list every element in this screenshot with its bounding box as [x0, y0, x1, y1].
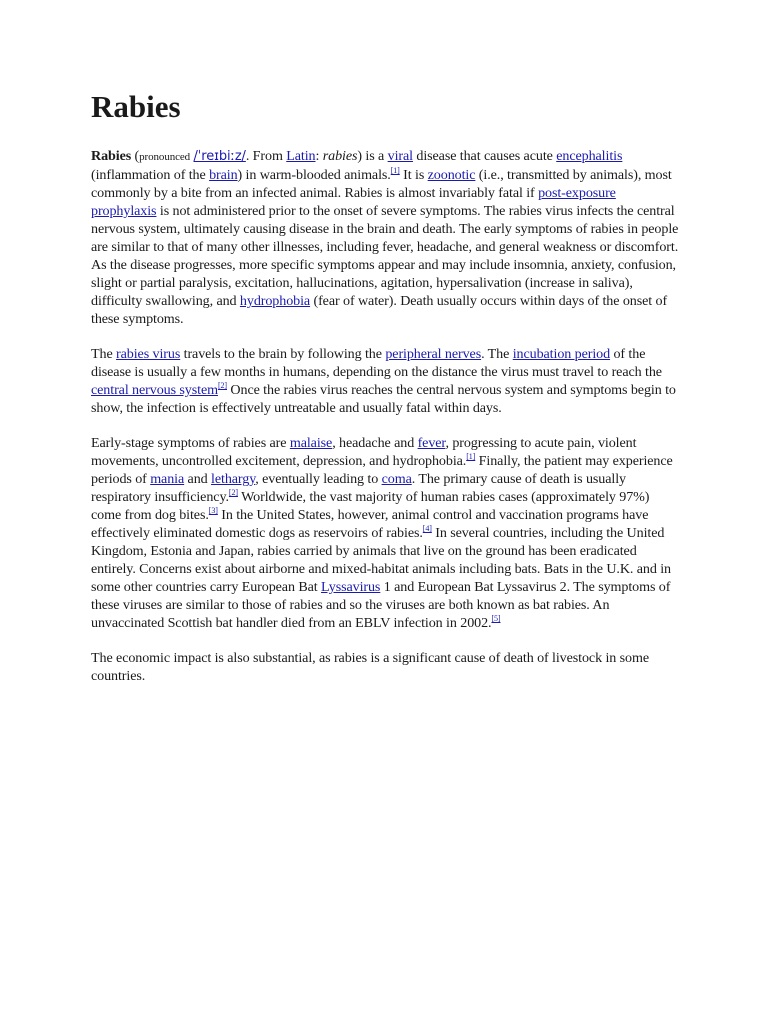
citation-link[interactable]: [1] — [390, 166, 400, 176]
text-run: (fear of water). Death usually occurs within days of the onset of these symptoms. — [91, 293, 668, 328]
text-run: ) is a — [357, 148, 388, 165]
bold-term: Rabies — [91, 148, 132, 165]
text-run: . From — [245, 148, 287, 165]
citation — [209, 506, 218, 515]
inline-link[interactable]: central nervous system — [91, 382, 218, 399]
text-run: , headache and — [332, 435, 418, 452]
text-run: ) in warm-blooded animals. — [237, 167, 391, 184]
inline-link[interactable]: coma — [381, 471, 412, 488]
text-run: (inflammation of the — [91, 167, 210, 184]
inline-link[interactable]: hydrophobia — [239, 293, 311, 310]
inline-link[interactable]: peripheral nerves — [385, 346, 482, 363]
text-run: is not administered prior to the onset of severe symptoms. The rabies virus infects the central nervous system, ultimately causing disease in the brain and death. The early symptoms of rabies in people are similar to that of many other illnesses, including fever, headache, and general weakness or discomfort. As the disease progresses, more specific symptoms appear and may include insomnia, anxiety, confusion, slight or partial paralysis, excitation, hallucinations, agitation, hypersalivation (increase in saliva), difficulty swallowing, and — [91, 203, 679, 310]
citation — [423, 524, 432, 533]
paragraph — [91, 345, 680, 417]
page-title: Rabies — [91, 89, 181, 124]
citation-link[interactable]: [2] — [228, 488, 238, 498]
citation-link[interactable]: [3] — [208, 506, 218, 516]
text-run: 1 and European Bat Lyssavirus 2. The symptoms of these viruses are similar to those of rabies and so the viruses are both known as bat rabies. An unvaccinated Scottish bat handler died from an EBLV infection in 2002. — [91, 579, 671, 632]
inline-link[interactable]: malaise — [289, 435, 333, 452]
text-run: The economic impact is also substantial, as rabies is a significant cause of death of livestock in some countries. — [91, 650, 649, 685]
citation — [229, 488, 238, 497]
inline-link[interactable]: Lyssavirus — [321, 579, 381, 596]
inline-link[interactable]: fever — [417, 435, 446, 452]
citation — [218, 381, 227, 390]
text-run: , progressing to acute pain, violent movements, uncontrolled excitement, depression, and hydrophobia. — [91, 435, 637, 470]
italic-term: rabies — [322, 148, 358, 165]
citation-link[interactable]: [1] — [466, 452, 476, 462]
inline-link[interactable]: viral — [387, 148, 413, 165]
text-run: In several countries, including the United Kingdom, Estonia and Japan, rabies carried by animals that live on the ground has been eradicated entirely. Concerns exist about airborne and mixed-habitat animals including bats. Bats in the U.K. and in some other countries carry European Bat — [91, 525, 671, 596]
citation-link[interactable]: [2] — [217, 381, 227, 391]
citation-link[interactable]: [5] — [491, 614, 501, 624]
text-run: ( — [131, 148, 140, 165]
text-run: It is — [399, 167, 428, 184]
text-run: of the disease is usually a few months in humans, depending on the distance the virus must travel to reach the — [91, 346, 662, 381]
paragraph — [91, 147, 680, 328]
text-run: The — [91, 346, 117, 363]
inline-link[interactable]: post-exposure prophylaxis — [91, 185, 616, 220]
inline-link[interactable]: zoonotic — [427, 167, 476, 184]
text-run: and — [184, 471, 212, 488]
text-run: . The primary cause of death is usually respiratory insufficiency. — [91, 471, 626, 506]
citation — [466, 452, 475, 461]
text-run: : — [315, 148, 323, 165]
text-run: , eventually leading to — [255, 471, 382, 488]
citation — [491, 614, 500, 623]
inline-link[interactable]: mania — [150, 471, 185, 488]
inline-link[interactable]: incubation period — [512, 346, 611, 363]
inline-link[interactable]: rabies virus — [116, 346, 181, 363]
text-run: Finally, the patient may experience periods of — [91, 453, 673, 488]
inline-link[interactable]: Latin — [286, 148, 316, 165]
inline-link[interactable]: lethargy — [211, 471, 256, 488]
citation-link[interactable]: [4] — [422, 524, 432, 534]
inline-link[interactable]: brain — [209, 167, 238, 184]
text-run: Early-stage symptoms of rabies are — [91, 435, 290, 452]
text-run: Once the rabies virus reaches the central nervous system and symptoms begin to show, the infection is effectively untreatable and usually fatal within days. — [91, 382, 676, 417]
text-run: travels to the brain by following the — [180, 346, 386, 363]
text-run: (i.e., transmitted by animals), most commonly by a bite from an infected animal. Rabies is almost invariably fatal if — [91, 167, 672, 202]
text-run: In the United States, however, animal control and vaccination programs have effectively eliminated domestic dogs as reservoirs of rabies. — [91, 507, 649, 542]
paragraph — [91, 649, 680, 685]
text-run: . The — [481, 346, 513, 363]
inline-link[interactable]: /ˈreɪbiːz/ — [193, 149, 246, 165]
paragraph — [91, 434, 680, 632]
inline-link[interactable]: encephalitis — [556, 148, 623, 165]
citation — [391, 166, 400, 175]
text-run: Worldwide, the vast majority of human rabies cases (approximately 97%) come from dog bites. — [91, 489, 650, 524]
text-run: disease that causes acute — [412, 148, 557, 165]
article-body — [91, 147, 680, 685]
small-text: pronounced — [139, 151, 191, 164]
